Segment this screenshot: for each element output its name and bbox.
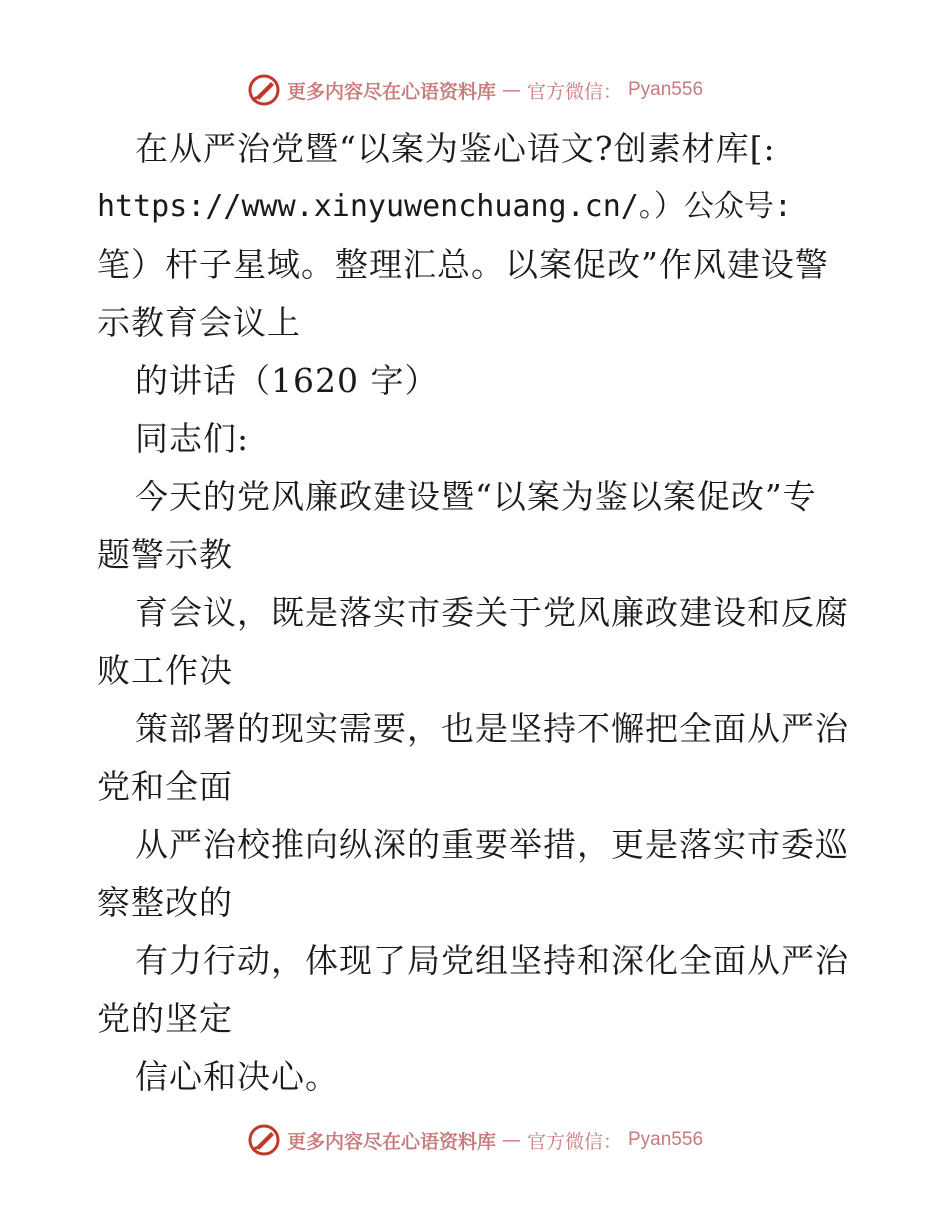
text-line: 信心和决心。 [135, 1057, 339, 1096]
banner-wechat-label: 官方微信： [526, 1130, 622, 1153]
text-line: 今天的党风廉政建设暨“以案为鉴以案促改”专 [135, 477, 817, 516]
banner-wechat-id: Pyan556 [628, 1129, 704, 1150]
text-line: 的讲话（1620 字） [135, 361, 439, 400]
text-line: 同志们: [135, 419, 250, 458]
text-line: 策部署的现实需要，也是坚持不懈把全面从严治 [135, 709, 849, 748]
text-line: 笔）杆子星域。整理汇总。以案促改”作风建设警 [97, 245, 829, 284]
text-line: 察整改的 [97, 883, 233, 922]
text-line-url: https://www.xinyuwenchuang.cn/。）公众号: [97, 189, 792, 224]
text-line: 从严治校推向纵深的重要举措，更是落实市委巡 [135, 825, 849, 864]
header-banner [0, 70, 950, 110]
brand-logo-icon [247, 1123, 281, 1157]
banner-wechat-id: Pyan556 [628, 79, 704, 100]
text-line: 党和全面 [97, 767, 233, 806]
banner-separator: — [501, 79, 521, 101]
banner-wechat-label: 官方微信： [526, 80, 622, 103]
text-line: 题警示教 [97, 535, 233, 574]
text-line: 育会议，既是落实市委关于党风廉政建设和反腐 [135, 593, 849, 632]
text-line: 在从严治党暨“以案为鉴心语文?创素材库[: [135, 129, 776, 168]
text-line: 败工作决 [97, 651, 233, 690]
text-line: 示教育会议上 [97, 303, 301, 342]
document-body [97, 120, 857, 1106]
text-line: 党的坚定 [97, 999, 233, 1038]
banner-brand-text: 更多内容尽在心语资料库 [286, 80, 496, 103]
brand-logo-icon [247, 73, 281, 107]
footer-banner [0, 1120, 950, 1160]
banner-brand-text: 更多内容尽在心语资料库 [286, 1130, 496, 1153]
banner-separator: — [501, 1129, 521, 1151]
text-line: 有力行动，体现了局党组坚持和深化全面从严治 [135, 941, 849, 980]
